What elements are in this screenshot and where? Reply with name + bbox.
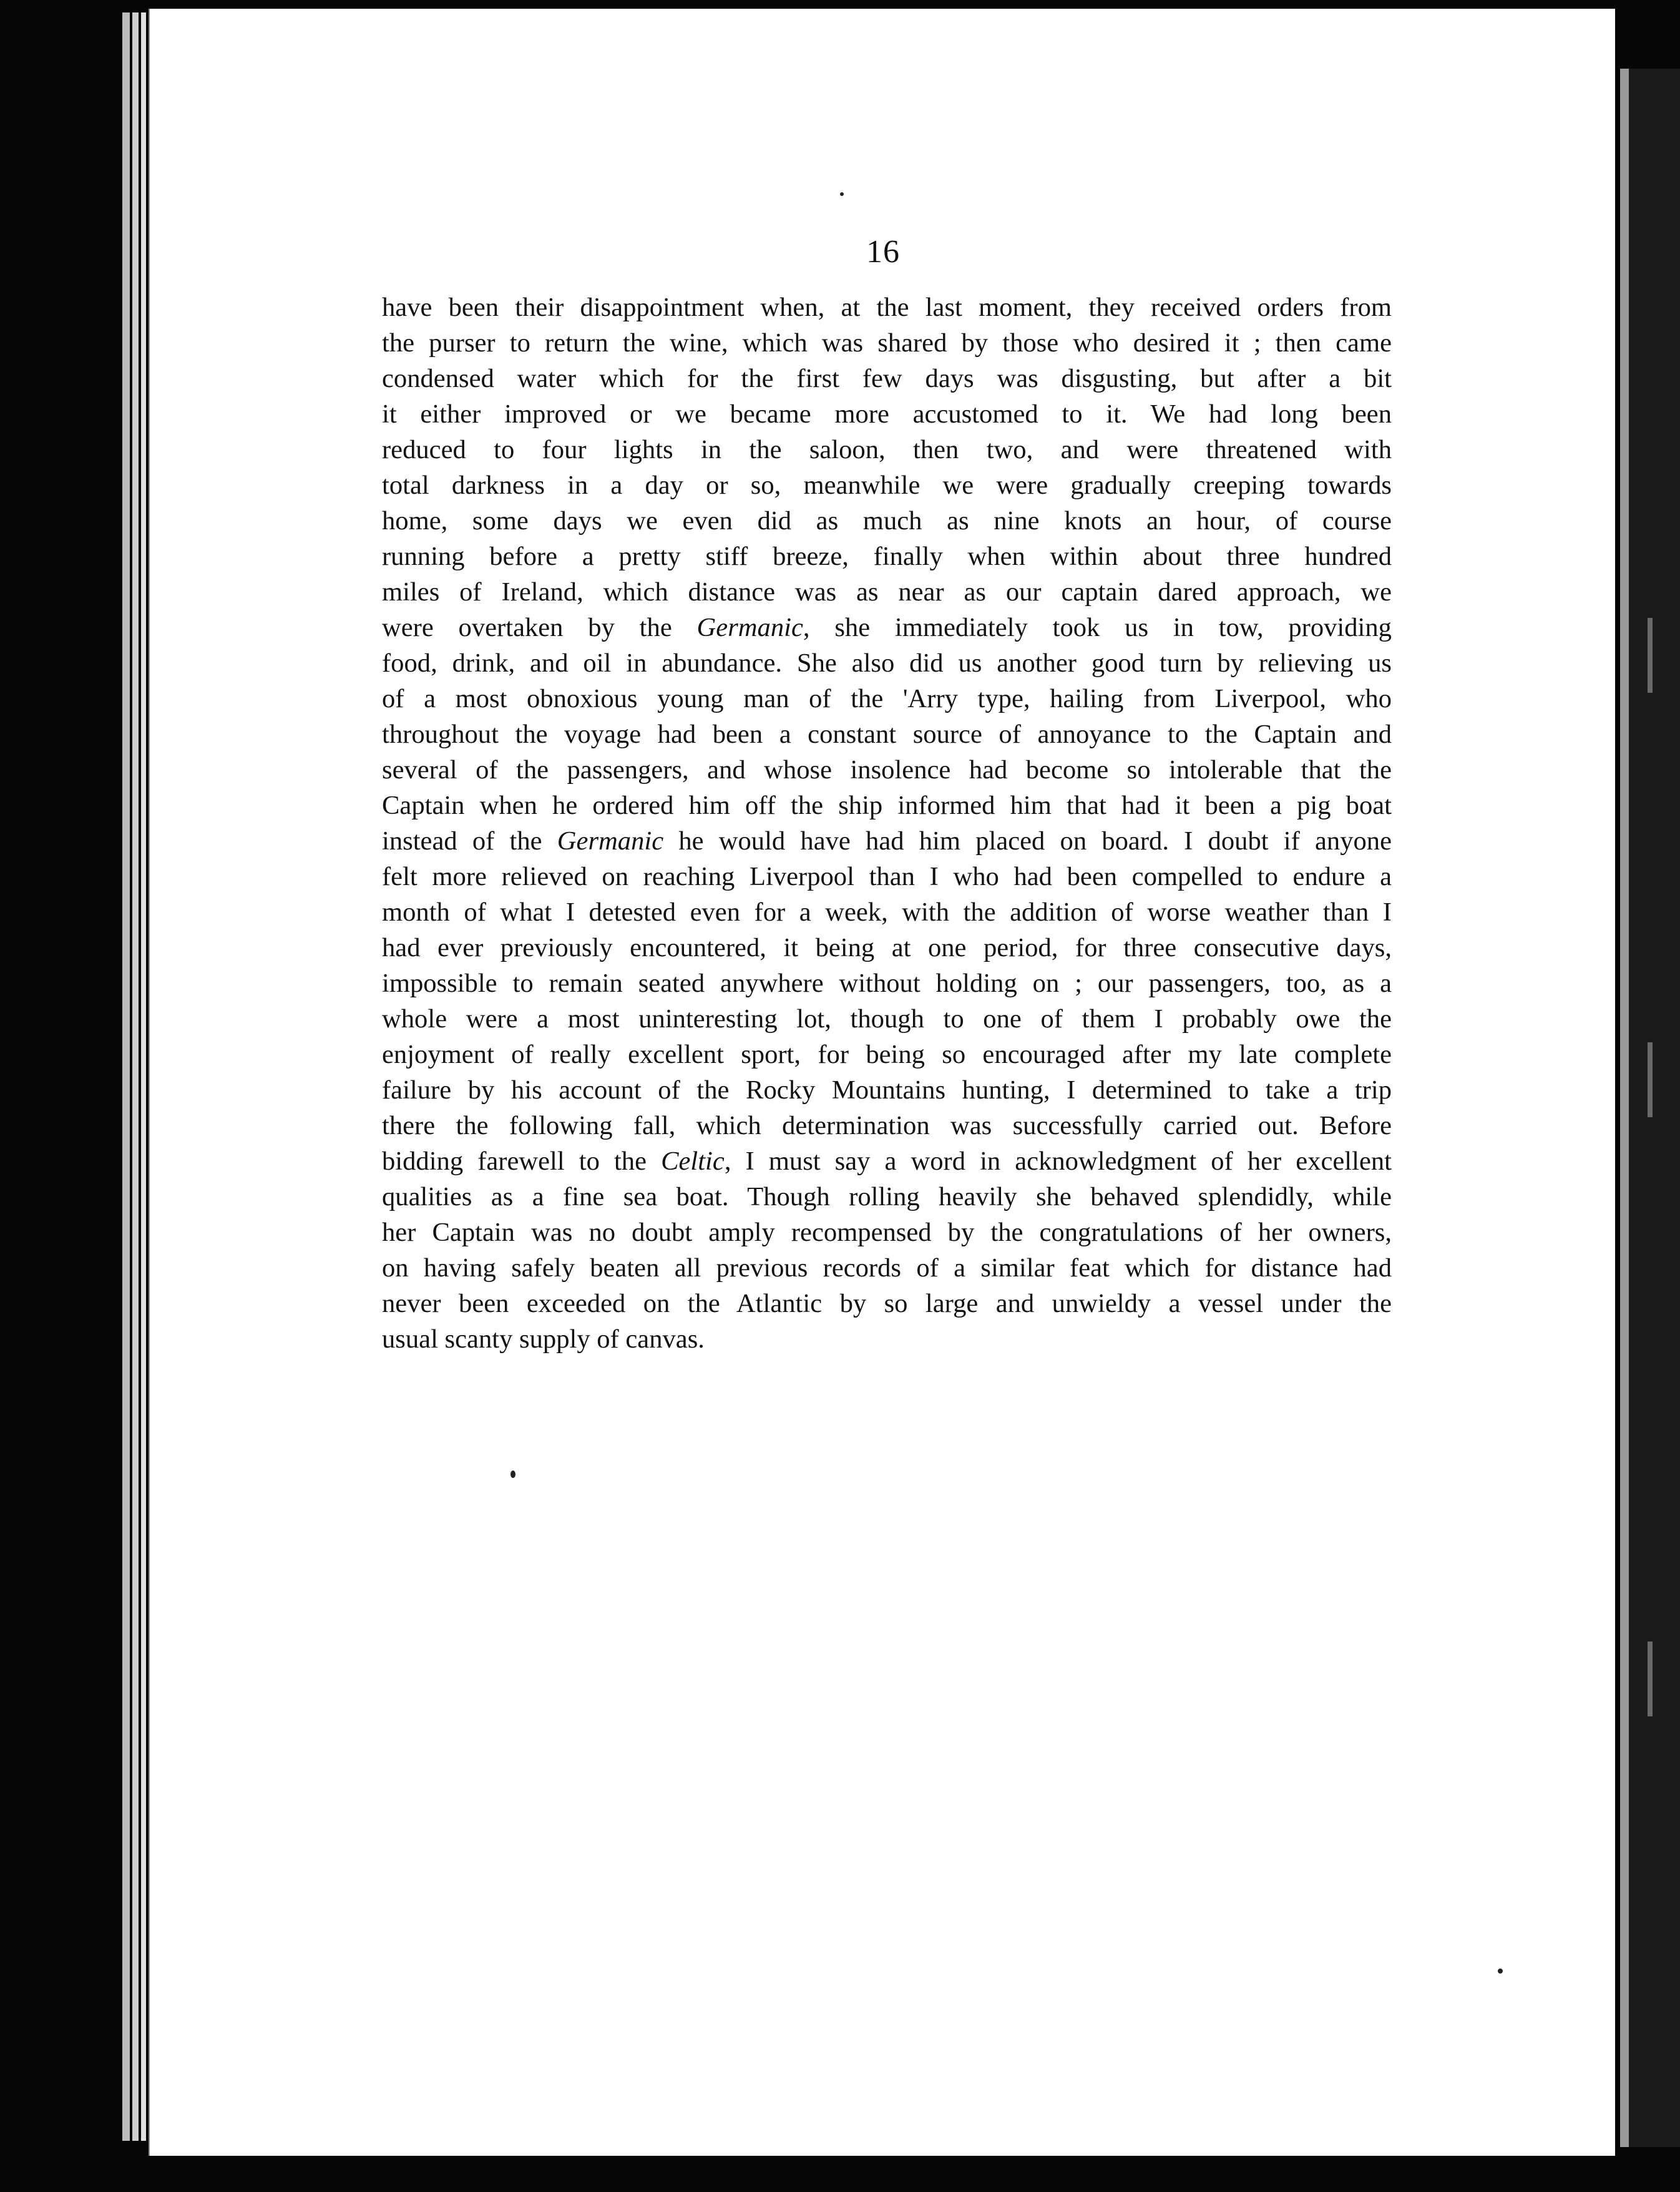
text-line bbox=[382, 574, 1392, 610]
text-line bbox=[382, 894, 1392, 930]
text-segment: he would have had him placed on board. I doubt if anyone bbox=[663, 826, 1392, 856]
text-segment: bidding farewell to the bbox=[382, 1147, 662, 1176]
text-segment: never been exceeded on the Atlantic by so large and unwieldy a vessel under the bbox=[382, 1289, 1392, 1318]
text-segment: reduced to four lights in the saloon, then two, and were threatened with bbox=[382, 435, 1392, 464]
text-line bbox=[382, 361, 1392, 396]
text-segment: failure by his account of the Rocky Mountains hunting, I determined to take a trip bbox=[382, 1075, 1392, 1105]
text-line bbox=[382, 396, 1392, 432]
text-segment: total darkness in a day or so, meanwhile we were gradually creeping towards bbox=[382, 471, 1392, 500]
scan-speck bbox=[840, 192, 844, 196]
text-line bbox=[382, 930, 1392, 966]
text-segment: on having safely beaten all previous records of a similar feat which for distance had bbox=[382, 1253, 1392, 1283]
text-segment: felt more relieved on reaching Liverpool than I who had been compelled to endure a bbox=[382, 862, 1392, 891]
text-line bbox=[382, 1143, 1392, 1179]
text-line bbox=[382, 788, 1392, 823]
text-segment: miles of Ireland, which distance was as near as our captain dared approach, we bbox=[382, 577, 1392, 607]
text-line bbox=[382, 1321, 1392, 1357]
text-segment: her Captain was no doubt amply recompensed by the congratulations of her owners, bbox=[382, 1218, 1392, 1247]
binding-mark bbox=[1648, 1042, 1653, 1117]
book-page bbox=[149, 9, 1615, 2156]
binding-mark bbox=[1648, 1642, 1653, 1716]
text-segment: month of what I detested even for a week, with the addition of worse weather than I bbox=[382, 898, 1392, 927]
text-segment: , I must say a word in acknowledgment of her excellent bbox=[724, 1147, 1392, 1176]
text-line bbox=[382, 1108, 1392, 1143]
text-segment: several of the passengers, and whose insolence had become so intolerable that the bbox=[382, 755, 1392, 785]
italic-ship-name: Germanic bbox=[696, 613, 803, 642]
text-line bbox=[382, 432, 1392, 467]
text-segment: had ever previously encountered, it being at one period, for three consecutive days, bbox=[382, 933, 1392, 962]
page-edge-left-2 bbox=[132, 12, 139, 2141]
text-segment: , she immediately took us in tow, providing bbox=[803, 613, 1392, 642]
facing-page-edge-strip bbox=[1620, 69, 1629, 2147]
text-segment: it either improved or we became more accustomed to it. We had long been bbox=[382, 399, 1392, 429]
text-line bbox=[382, 717, 1392, 752]
italic-ship-name: Celtic bbox=[661, 1147, 725, 1176]
text-line bbox=[382, 1250, 1392, 1286]
text-segment: the purser to return the wine, which was shared by those who desired it ; then came bbox=[382, 328, 1392, 358]
text-line bbox=[382, 1215, 1392, 1250]
facing-page-edge bbox=[1620, 69, 1680, 2147]
italic-ship-name: Germanic bbox=[557, 826, 664, 856]
text-line bbox=[382, 610, 1392, 645]
text-line bbox=[382, 681, 1392, 717]
text-line bbox=[382, 1001, 1392, 1037]
text-segment: food, drink, and oil in abundance. She also did us another good turn by relieving us bbox=[382, 648, 1392, 678]
text-segment: were overtaken by the bbox=[382, 613, 697, 642]
text-segment: qualities as a fine sea boat. Though rolling heavily she behaved splendidly, while bbox=[382, 1182, 1392, 1211]
binding-mark bbox=[1648, 618, 1653, 693]
text-segment: condensed water which for the first few days was disgusting, but after a bit bbox=[382, 364, 1392, 393]
text-line bbox=[382, 325, 1392, 361]
page-number: 16 bbox=[866, 234, 900, 270]
text-line bbox=[382, 823, 1392, 859]
text-segment: there the following fall, which determination was successfully carried out. Before bbox=[382, 1111, 1392, 1140]
text-line bbox=[382, 539, 1392, 574]
text-line bbox=[382, 966, 1392, 1001]
text-line bbox=[382, 503, 1392, 539]
text-segment: impossible to remain seated anywhere without holding on ; our passengers, too, as a bbox=[382, 969, 1392, 998]
text-segment: whole were a most uninteresting lot, though to one of them I probably owe the bbox=[382, 1004, 1392, 1034]
text-line bbox=[382, 859, 1392, 894]
text-segment: home, some days we even did as much as nine knots an hour, of course bbox=[382, 506, 1392, 536]
text-segment: usual scanty supply of canvas. bbox=[382, 1324, 705, 1354]
text-line bbox=[382, 1286, 1392, 1321]
text-segment: instead of the bbox=[382, 826, 557, 856]
page-edge-left-3 bbox=[141, 12, 146, 2141]
text-line bbox=[382, 1072, 1392, 1108]
page-edge-left-1 bbox=[122, 12, 130, 2141]
text-line bbox=[382, 467, 1392, 503]
text-line bbox=[382, 1179, 1392, 1215]
text-segment: throughout the voyage had been a constant source of annoyance to the Captain and bbox=[382, 720, 1392, 749]
text-line bbox=[382, 645, 1392, 681]
text-segment: of a most obnoxious young man of the 'Arry type, hailing from Liverpool, who bbox=[382, 684, 1392, 713]
text-line bbox=[382, 290, 1392, 325]
scan-speck bbox=[510, 1470, 515, 1478]
scan-speck bbox=[1498, 1969, 1503, 1974]
text-segment: Captain when he ordered him off the ship informed him that had it been a pig boat bbox=[382, 791, 1392, 820]
text-line bbox=[382, 1037, 1392, 1072]
text-segment: enjoyment of really excellent sport, for being so encouraged after my late complete bbox=[382, 1040, 1392, 1069]
text-line bbox=[382, 752, 1392, 788]
text-segment: running before a pretty stiff breeze, finally when within about three hundred bbox=[382, 542, 1392, 571]
text-segment: have been their disappointment when, at the last moment, they received orders from bbox=[382, 293, 1392, 322]
body-text bbox=[382, 290, 1392, 1357]
